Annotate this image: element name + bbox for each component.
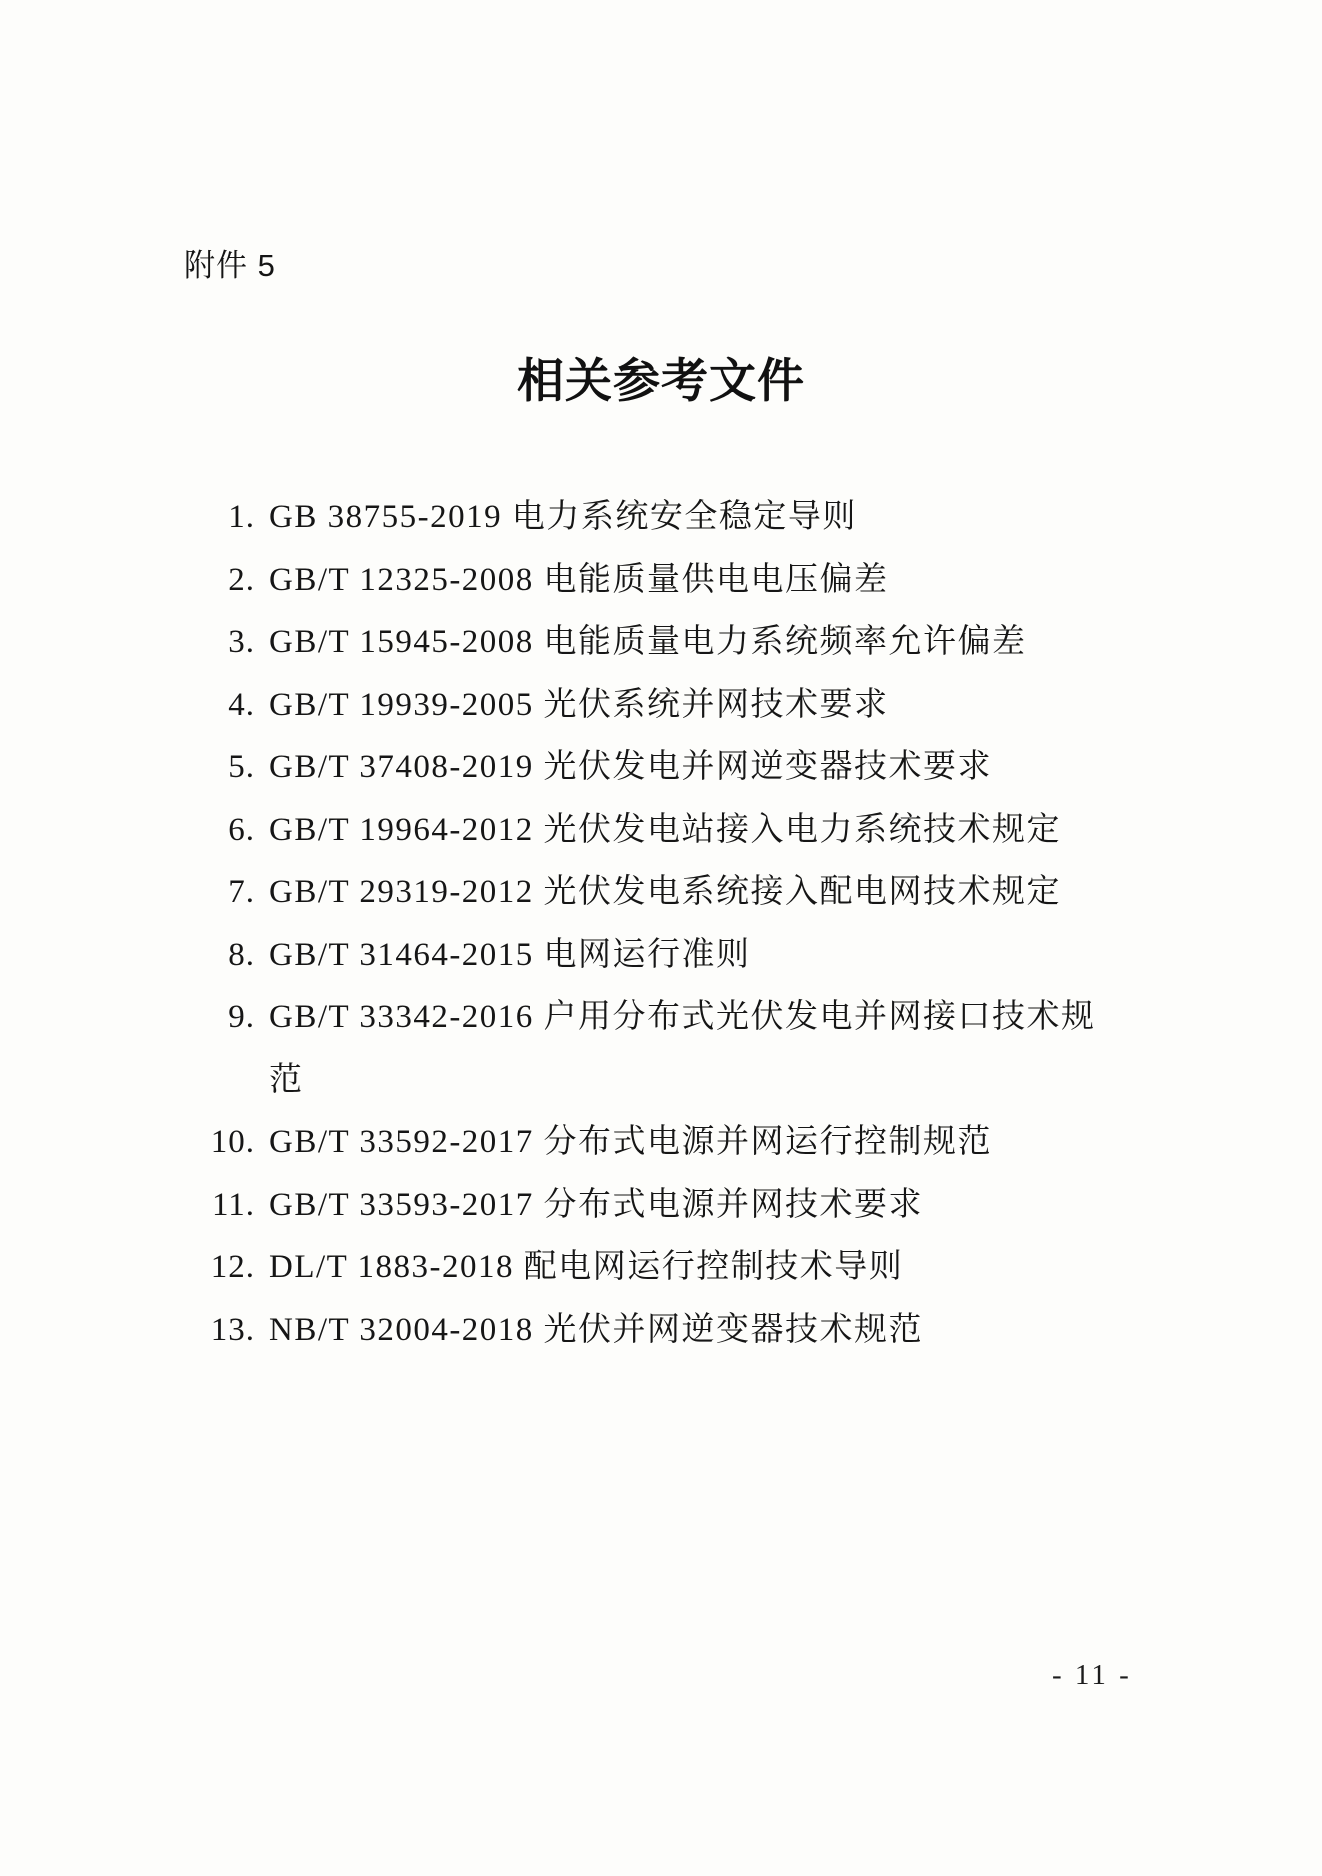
page-title: 相关参考文件 (517, 356, 805, 408)
item-text: GB/T 33592-2017 分布式电源并网运行控制规范 (269, 1124, 993, 1160)
list-item (170, 799, 1142, 862)
list-item (170, 486, 1142, 549)
list-item (170, 611, 1142, 674)
reference-list (170, 486, 1142, 1361)
item-text: GB/T 37408-2019 光伏发电并网逆变器技术要求 (269, 749, 993, 785)
list-item (170, 1299, 1142, 1362)
list-item (170, 549, 1142, 612)
item-number: 4. (228, 686, 255, 723)
item-text: GB/T 19939-2005 光伏系统并网技术要求 (269, 686, 889, 723)
item-number: 10. (210, 1124, 255, 1160)
item-number: 12. (210, 1249, 255, 1285)
list-item (170, 986, 1142, 1111)
list-item (170, 1236, 1142, 1299)
item-number: 13. (210, 1311, 255, 1348)
list-item (170, 1174, 1142, 1237)
item-text: DL/T 1883-2018 配电网运行控制技术导则 (269, 1249, 904, 1285)
item-text: GB 38755-2019 电力系统安全稳定导则 (269, 499, 857, 535)
item-number: 1. (228, 499, 255, 535)
page-number: - 11 - (1052, 1659, 1132, 1691)
list-item (170, 674, 1142, 737)
item-text: NB/T 32004-2018 光伏并网逆变器技术规范 (269, 1311, 924, 1348)
item-number: 7. (228, 874, 255, 910)
item-number: 6. (228, 811, 255, 848)
item-text: GB/T 33593-2017 分布式电源并网技术要求 (269, 1186, 924, 1223)
list-item (170, 1111, 1142, 1174)
item-number: 9. (228, 999, 255, 1035)
item-text: GB/T 31464-2015 电网运行准则 (269, 936, 751, 973)
item-text: GB/T 15945-2008 电能质量电力系统频率允许偏差 (269, 624, 1027, 660)
attachment-label: 附件 5 (184, 248, 276, 283)
item-number: 11. (211, 1186, 255, 1223)
list-item (170, 736, 1142, 799)
item-number: 2. (228, 561, 255, 598)
item-text: GB/T 29319-2012 光伏发电系统接入配电网技术规定 (269, 874, 1062, 910)
list-item (170, 924, 1142, 987)
item-number: 5. (228, 749, 255, 785)
item-number: 3. (228, 624, 255, 660)
list-item (170, 861, 1142, 924)
item-text: GB/T 12325-2008 电能质量供电电压偏差 (269, 561, 889, 598)
item-text: GB/T 33342-2016 户用分布式光伏发电并网接口技术规范 (269, 999, 1096, 1098)
item-text: GB/T 19964-2012 光伏发电站接入电力系统技术规定 (269, 811, 1062, 848)
item-number: 8. (228, 936, 255, 973)
